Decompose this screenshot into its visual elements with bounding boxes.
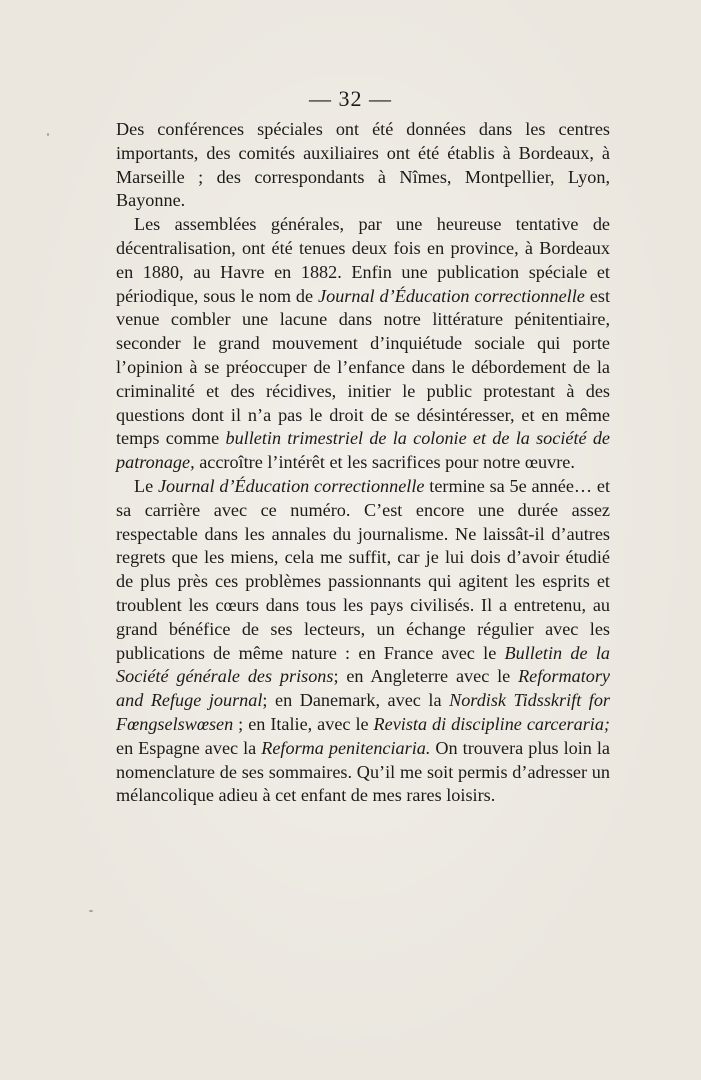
text-run: Les assemblées générales, par une heureuse tentative de décentralisation, ont été tenues deux fois en province, à Bordeaux en 1880, au Havre en 1882. Enfin une publication spéciale et périodique, sous le nom de	[116, 214, 610, 306]
paragraph-1	[116, 118, 610, 213]
text-run: est venue combler une lacune dans notre littérature pénitentiaire, seconder le grand mouvement d’inquiétude sociale qui porte l’opinion à se préoccuper de l’enfance dans le débordement de la criminalité et des récidives, initier le public protestant à des questions dont il n’a pas le droit de se désintéresser, et en même temps comme	[116, 285, 610, 449]
italic-title-run: Bulletin de la Société générale des prisons	[116, 642, 610, 687]
italic-title-run: Reformatory and Refuge journal	[116, 666, 610, 711]
italic-title-run: Journal d’Éducation correctionnelle	[318, 285, 585, 306]
text-run: accroître l’intérêt et les sacrifices pour notre œuvre.	[194, 452, 575, 473]
text-run: ; en Italie, avec le	[233, 713, 374, 734]
text-run: ; en Angleterre avec le	[333, 666, 519, 687]
paper-speck	[89, 910, 93, 912]
italic-title-run: Journal d’Éducation correctionnelle	[157, 475, 425, 496]
paper-speck	[47, 133, 49, 136]
text-run: termine sa 5e année… et sa carrière avec ce numéro. C’est encore une durée assez respectable dans les annales du journalisme. Ne laissât-il d’autres regrets que les miens, cela me suffit, car je lui dois d’avoir étudié de plus près ces problèmes passionnants qui agitent les esprits et troublent les cœurs dans tous les pays civilisés. Il a entretenu, au grand bénéfice de ses lecteurs, un échange régulier avec les publications de même nature : en France avec le	[116, 475, 611, 663]
text-run: ; en Danemark, avec la	[262, 690, 450, 711]
paragraph-3	[116, 475, 610, 808]
text-run: Des conférences spéciales ont été données dans les centres importants, des comités auxiliaires ont été établis à Bordeaux, à Marseille ; des correspondants à Nîmes, Montpellier, Lyon, Bayonne.	[116, 119, 610, 211]
italic-title-run: Nordisk Tidsskrift for Fœngselswœsen	[116, 690, 611, 734]
text-run: en Espagne avec la	[116, 737, 262, 758]
page-number: — 32 —	[309, 86, 392, 111]
body-text	[116, 118, 610, 808]
italic-title-run: Revista di discipline carceraria;	[373, 713, 610, 734]
italic-title-run: Reforma penitenciaria.	[261, 737, 431, 758]
text-run: On trouvera plus loin la nomenclature de ses sommaires. Qu’il me soit permis d’adresser un mélancolique adieu à cet enfant de mes rares loisirs.	[116, 737, 611, 806]
italic-title-run: bulletin trimestriel de la colonie et de la société de patronage,	[116, 428, 610, 473]
paragraph-2	[116, 213, 610, 475]
text-run: Le	[134, 475, 158, 496]
